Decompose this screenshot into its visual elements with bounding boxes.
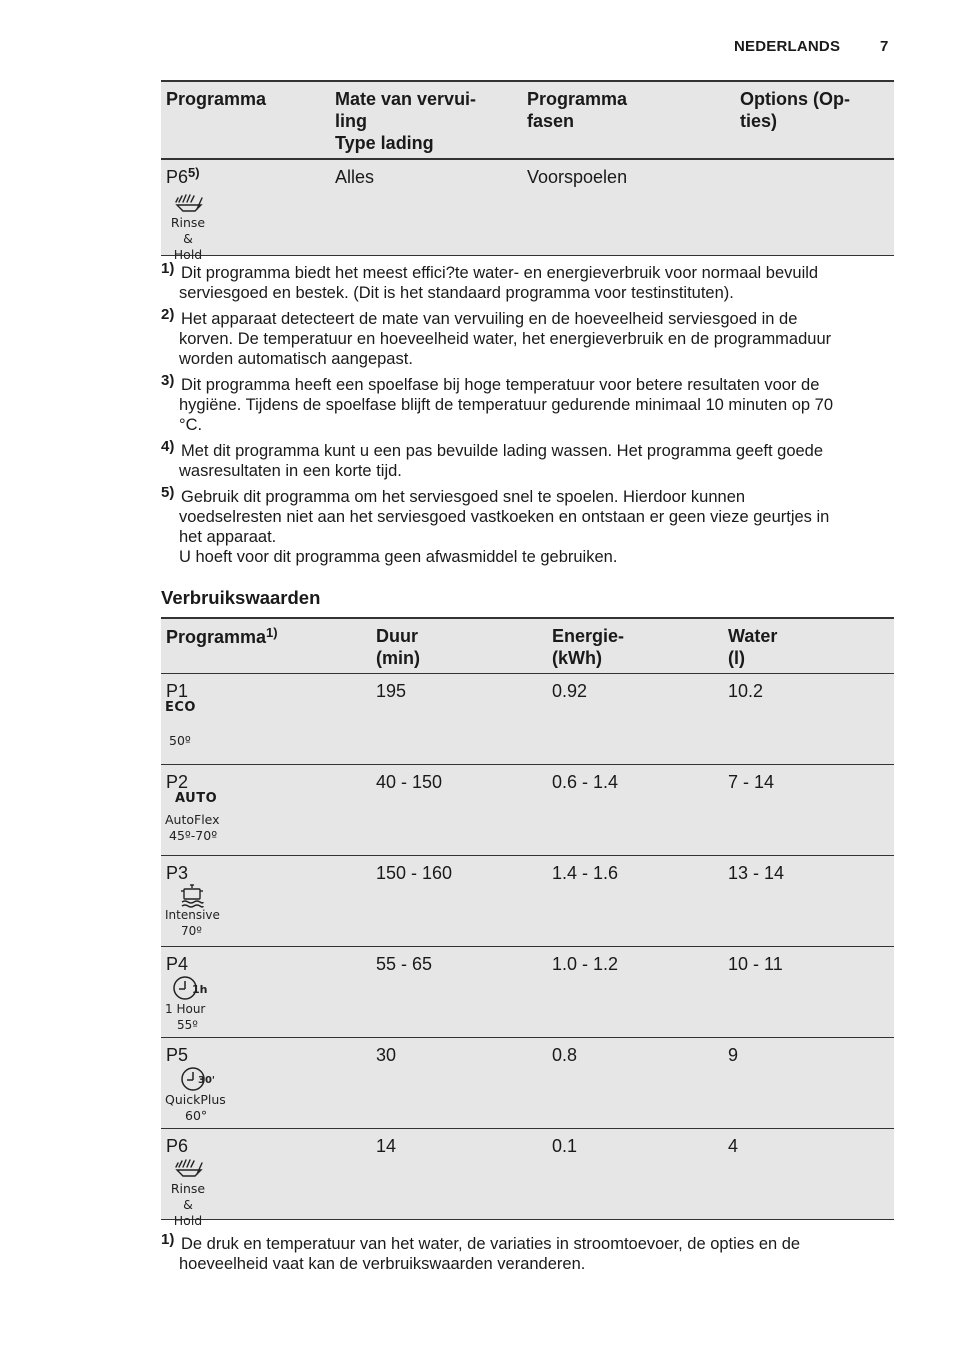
footnote-text: hoeveelheid vaat kan de verbruikswaarden veranderen. — [179, 1255, 586, 1273]
col-header-water — [728, 625, 777, 669]
duration-cell: 30 — [376, 1045, 397, 1065]
footnote-text: voedselresten niet aan het serviesgoed vastkoeken en ontstaan er geen vieze geurtjes in — [179, 508, 830, 526]
footnote-text: De druk en temperatuur van het water, de variaties in stroomtoevoer, de opties en de — [181, 1235, 801, 1253]
clock-1h-text: 1h — [192, 983, 208, 996]
duration-cell: 150 - 160 — [376, 863, 453, 883]
col-header-program: Programma — [166, 89, 267, 109]
header-language: NEDERLANDS — [734, 38, 841, 55]
footnote-item — [161, 372, 894, 437]
rinse-hold-label-1: Rinse & — [170, 215, 206, 246]
col-header-phases: Programma fasen — [527, 89, 628, 131]
temp-label: 45º-70º — [169, 828, 218, 843]
footnote-text: Gebruik dit programma om het serviesgoed snel te spoelen. Hierdoor kunnen — [181, 488, 746, 506]
load-cell: Alles — [335, 167, 375, 187]
program-icon-box — [165, 700, 225, 749]
water-cell: 7 - 14 — [728, 772, 775, 792]
footnote-text: korven. De temperatuur en hoeveelheid water, het energieverbruik en de programmaduur — [179, 330, 832, 348]
footnote-item — [161, 260, 894, 305]
program-name: P6 — [166, 1136, 189, 1156]
eco-icon: ECO — [165, 700, 196, 715]
program-icon-box — [165, 1157, 225, 1229]
col-header-program-text: Programma — [166, 627, 267, 647]
footnote-item — [161, 484, 894, 569]
col-header-energy-l1: Energie- — [552, 626, 625, 646]
footnote-ref: 5) — [188, 165, 200, 180]
table-row — [161, 1129, 894, 1228]
footnote-number: 1) — [161, 1231, 175, 1248]
program-icon-box — [165, 975, 225, 1033]
footnote-number: 3) — [161, 372, 175, 389]
pot-icon — [179, 884, 225, 908]
program-label: 1 Hour — [165, 1002, 206, 1016]
clock-30-icon — [181, 1066, 225, 1092]
program-name: P1 — [166, 681, 189, 701]
footnote-ref: 1) — [266, 625, 278, 640]
program-icon-box — [165, 791, 225, 844]
temp-label: 70º — [181, 924, 202, 938]
program-table — [161, 80, 894, 262]
footnote-number: 5) — [161, 484, 175, 501]
footnote-text: wasresultaten in een korte tijd. — [179, 462, 402, 480]
water-cell: 10.2 — [728, 681, 764, 701]
consumption-table — [161, 617, 894, 1228]
table-row — [161, 947, 894, 1038]
clock-1h-icon — [173, 975, 225, 1001]
program-icon-box — [165, 192, 225, 263]
auto-icon: AUTO — [175, 791, 218, 806]
rinse-hold-icon — [175, 192, 225, 214]
rinse-hold-icon — [175, 1157, 225, 1179]
footnote-text: U hoeft voor dit programma geen afwasmiddel te gebruiken. — [179, 548, 618, 566]
energy-cell: 1.4 - 1.6 — [552, 863, 619, 883]
program-label: Rinse & — [170, 1181, 206, 1212]
col-header-options: Options (Op- ties) — [740, 89, 850, 131]
col-header-water-l2: (l) — [728, 648, 745, 668]
energy-cell: 1.0 - 1.2 — [552, 954, 619, 974]
program-name: P5 — [166, 1045, 189, 1065]
program-icon-box — [165, 884, 225, 939]
col-header-duration — [376, 625, 420, 669]
program-label: QuickPlus — [165, 1092, 226, 1107]
rinse-hold-label-2: Hold — [173, 247, 203, 262]
footnote-text: Dit programma heeft een spoelfase bij hoge temperatuur voor betere resultaten voor de — [181, 376, 820, 394]
clock-30-text: 30' — [198, 1075, 215, 1086]
footnote-text: °C. — [179, 416, 203, 434]
col-header-duration-l2: (min) — [376, 648, 420, 668]
consumption-table-header — [161, 617, 894, 674]
energy-cell: 0.6 - 1.4 — [552, 772, 619, 792]
program-icon-box — [165, 1066, 225, 1124]
col-header-duration-l1: Duur — [376, 626, 418, 646]
phase-cell: Voorspoelen — [527, 167, 628, 187]
footnote-text: hygiëne. Tijdens de spoelfase blijft de temperatuur gedurende minimaal 10 minuten op 70 — [179, 396, 833, 414]
water-cell: 10 - 11 — [728, 954, 783, 974]
footnote-number: 4) — [161, 438, 175, 455]
program-name: P6 — [166, 167, 189, 187]
energy-cell: 0.1 — [552, 1136, 578, 1156]
water-cell: 9 — [728, 1045, 739, 1065]
temp-label: 55º — [177, 1018, 198, 1032]
footnote-item — [161, 438, 894, 483]
footnote-text: Dit programma biedt het meest effici?te water- en energieverbruik voor normaal bevuild — [181, 264, 819, 282]
footnote-text: Het apparaat detecteert de mate van vervuiling en de hoeveelheid serviesgoed in de — [181, 310, 798, 328]
footnote-list — [161, 260, 894, 569]
table-row — [161, 856, 894, 947]
table-row — [161, 1038, 894, 1129]
program-name: P2 — [166, 772, 189, 792]
footnote-text: worden automatisch aangepast. — [179, 350, 413, 368]
table-row — [161, 674, 894, 765]
duration-cell: 195 — [376, 681, 407, 701]
footnote-text: het apparaat. — [179, 528, 277, 546]
program-label: Intensive — [165, 908, 220, 922]
program-name: P4 — [166, 954, 189, 974]
program-label-2: Hold — [173, 1213, 203, 1228]
energy-cell: 0.92 — [552, 681, 588, 701]
duration-cell: 14 — [376, 1136, 397, 1156]
col-header-soil-load: Mate van vervui- ling Type lading — [335, 89, 477, 153]
duration-cell: 40 - 150 — [376, 772, 443, 792]
footnote-text: Met dit programma kunt u een pas bevuilde lading wassen. Het programma geeft goede — [181, 442, 824, 460]
table-row — [161, 765, 894, 856]
program-name: P3 — [166, 863, 189, 883]
section-title: Verbruikswaarden — [161, 587, 321, 608]
footnote-item — [161, 306, 894, 375]
program-label: AutoFlex — [165, 812, 220, 827]
col-header-water-l1: Water — [728, 626, 778, 646]
footnote-text: serviesgoed en bestek. (Dit is het standaard programma voor testinstituten). — [179, 284, 734, 302]
table-row — [161, 160, 894, 262]
col-header-program — [166, 626, 278, 648]
water-cell: 13 - 14 — [728, 863, 785, 883]
energy-cell: 0.8 — [552, 1045, 578, 1065]
footnote-number: 1) — [161, 260, 175, 277]
col-header-energy — [552, 625, 624, 669]
footnote-number: 2) — [161, 306, 175, 323]
duration-cell: 55 - 65 — [376, 954, 433, 974]
col-header-energy-l2: (kWh) — [552, 648, 602, 668]
temp-label: 50º — [169, 733, 191, 748]
water-cell: 4 — [728, 1136, 739, 1156]
program-table-header — [161, 80, 894, 160]
page-number: 7 — [880, 38, 889, 55]
temp-label: 60° — [185, 1108, 208, 1123]
consumption-footnote — [161, 1231, 894, 1274]
program-cell — [166, 166, 200, 188]
